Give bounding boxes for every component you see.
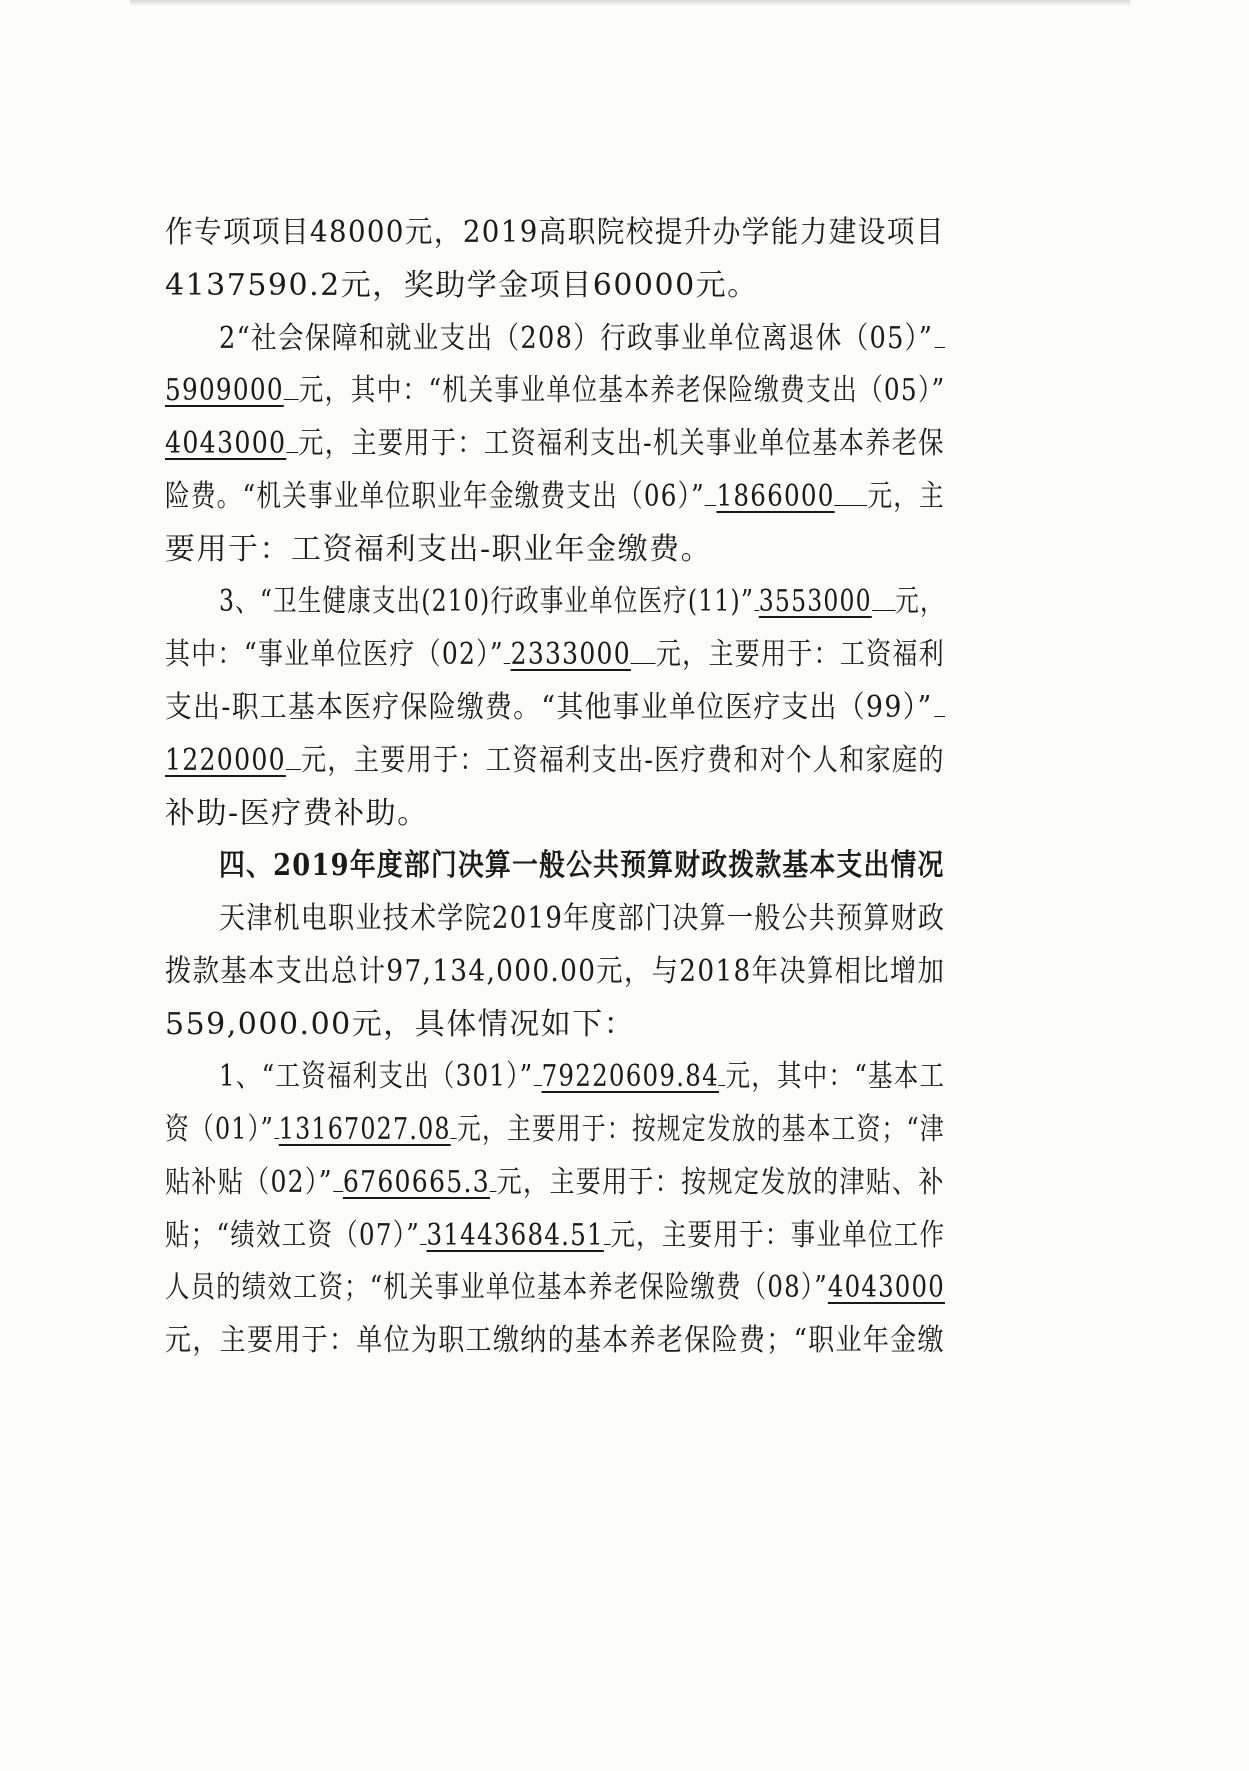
text-line — [165, 414, 945, 474]
amount-value: 5909000 — [165, 373, 284, 408]
text-segment: 559,000.00元，具体情况如下： — [165, 1007, 636, 1042]
heading-text: 四、2019年度部门决算一般公共预算财政拨款基本支出情况 — [219, 848, 945, 883]
text-segment: 1、“工资福利支出（301）” — [219, 1059, 534, 1094]
text-segment: 元，主要用于：工资福利支出-机关事业单位基本养老保 — [298, 426, 945, 461]
text-segment: 作专项项目48000元，2019高职院校提升办学能力建设项目 — [165, 215, 945, 250]
blank-underline — [631, 629, 656, 664]
text-line — [165, 995, 635, 1055]
text-segment: 元，主要用于：按规定发放的津贴、补 — [496, 1165, 945, 1200]
text-line — [165, 942, 945, 1002]
amount-value: 1220000 — [165, 743, 286, 778]
text-segment: 元，主 — [867, 479, 945, 514]
text-line — [165, 1153, 945, 1213]
text-segment: 4137590.2元，奖助学金项目60000元。 — [165, 268, 759, 303]
text-segment: 元，其中：“机关事业单位基本养老保险缴费支出（05）” — [298, 373, 946, 408]
text-segment: 其中：“事业单位医疗（02）” — [165, 637, 504, 672]
blank-underline — [286, 735, 301, 770]
text-line — [219, 1047, 945, 1107]
text-segment: 2“社会保障和就业支出（208）行政事业单位离退休（05）” — [219, 321, 934, 356]
text-segment: 要用于：工资福利支出-职业年金缴费。 — [165, 532, 713, 567]
blank-underline — [872, 576, 896, 611]
amount-value: 4043000 — [827, 1270, 945, 1305]
blank-underline — [934, 682, 945, 717]
text-segment: 3、“卫生健康支出(210)行政事业单位医疗(11)” — [219, 584, 755, 619]
amount-value: 1866000 — [716, 479, 835, 514]
text-line — [165, 731, 945, 791]
text-segment: 贴补贴（02）” — [165, 1165, 333, 1200]
text-line — [165, 625, 945, 685]
blank-underline — [935, 313, 945, 348]
amount-value: 13167027.08 — [278, 1112, 451, 1147]
text-line — [165, 1206, 945, 1266]
text-segment: 元，主要用于：工资福利 — [655, 637, 945, 672]
text-segment: 元，其中：“基本工 — [725, 1059, 946, 1094]
text-segment: 元，主要用于：按规定发放的基本工资；“津 — [457, 1112, 945, 1147]
section-heading — [219, 836, 945, 896]
text-line — [165, 1258, 945, 1318]
text-line — [165, 467, 945, 527]
text-line — [219, 309, 945, 369]
blank-underline — [284, 365, 299, 400]
blank-underline — [286, 418, 298, 453]
text-segment: 天津机电职业技术学院2019年度部门决算一般公共预算财政 — [219, 901, 946, 936]
text-line — [165, 678, 945, 738]
text-segment: 人员的绩效工资；“机关事业单位基本养老保险缴费（08）” — [165, 1270, 828, 1305]
amount-value: 3553000 — [758, 584, 872, 619]
text-segment: 贴；“绩效工资（07）” — [165, 1218, 420, 1253]
amount-value: 31443684.51 — [426, 1218, 604, 1253]
text-segment: 元，主要用于：事业单位工作 — [610, 1218, 946, 1253]
scan-top-edge — [130, 0, 1130, 6]
amount-value: 79220609.84 — [541, 1059, 719, 1094]
text-segment: 支出-职工基本医疗保险缴费。“其他事业单位医疗支出（99）” — [165, 690, 933, 725]
blank-underline — [533, 1051, 541, 1086]
text-line — [165, 1100, 945, 1160]
blank-underline — [705, 471, 716, 506]
text-line — [165, 1311, 945, 1371]
text-line — [165, 203, 945, 263]
text-segment: 元， — [895, 584, 945, 619]
amount-value: 6760665.3 — [342, 1165, 490, 1200]
text-segment: 补助-医疗费补助。 — [165, 796, 429, 831]
text-segment: 元，主要用于：工资福利支出-医疗费和对个人和家庭的 — [300, 743, 945, 778]
text-line — [165, 784, 429, 844]
amount-value: 4043000 — [165, 426, 287, 461]
text-line — [165, 520, 712, 580]
amount-value: 2333000 — [510, 637, 631, 672]
text-line — [165, 361, 945, 421]
blank-underline — [333, 1157, 343, 1192]
text-line — [219, 889, 945, 949]
blank-underline — [835, 471, 868, 506]
text-segment: 元，主要用于：单位为职工缴纳的基本养老保险费；“职业年金缴 — [165, 1323, 945, 1358]
text-line — [219, 572, 945, 632]
text-segment: 险费。“机关事业单位职业年金缴费支出（06）” — [165, 479, 705, 514]
text-segment: 拨款基本支出总计97,134,000.00元，与2018年决算相比增加 — [165, 954, 946, 989]
text-line — [165, 256, 759, 316]
text-segment: 资（01）” — [165, 1112, 275, 1147]
